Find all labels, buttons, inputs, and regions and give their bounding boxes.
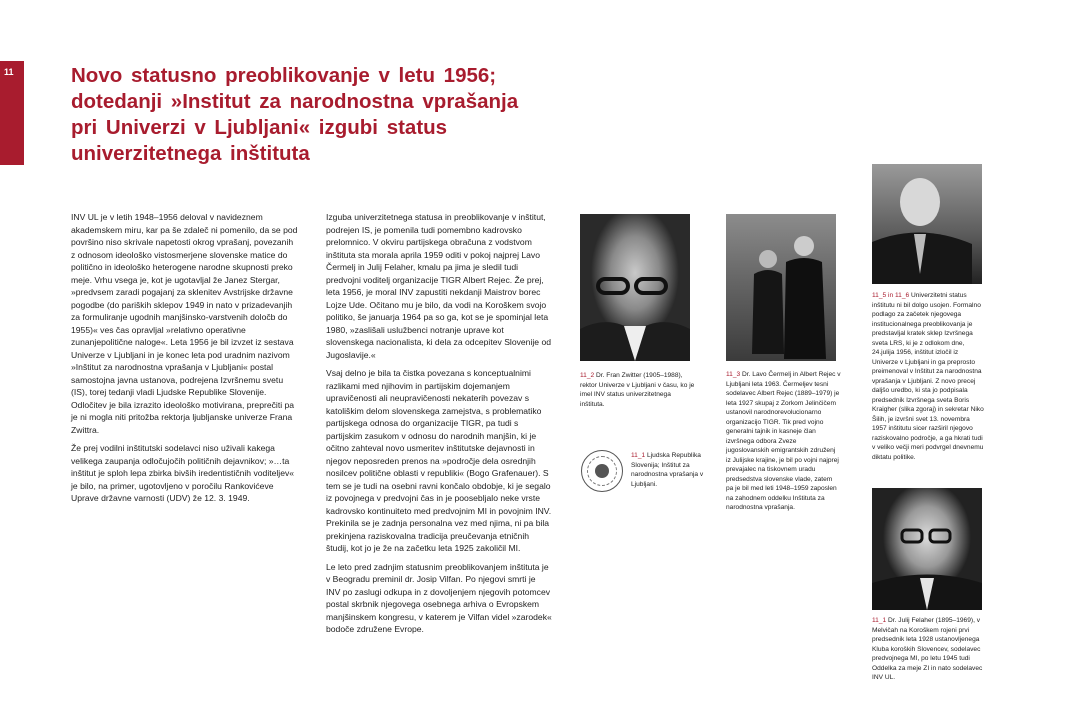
paragraph: INV UL je v letih 1948–1956 deloval v navideznem akademskem miru, kar pa še zdaleč ni pomenilo, da se pod površino niso skrivale napetosti okrog vprašanj, povezanih z odnosom ideološko vistosmerjene slovenske matice do politično in ideološko heterogene narodne skupnosti preko meje. Vrhu vsega je, kot je ugotavljal že Janez Stergar, »predvsem zaradi pogajanj za sklenitev Avstrijske državne pogodbe (do pariških sklepov 1949 in nato v prizadevanjih za formuliranje ugodnih manjšinsko-varstvenih določb do 1955)« ves čas opravljal »relativno operativne zunanjepolitične naloge«. Leta 1956 je bil izvzet iz sestava Univerze v Ljubljani in je konec leta pod uradnim nazivom »Inštitut za narodnostna vprašanja v Ljubljani« postal samostojna javna ustanova, podrejena Izvršnemu svetu (IS), torej tedanji vladi Ljudske Republike Slovenije. Odločitev je bila izrazito ideološko motivirana, preprečiti pa je ni mogla niti pritožba rektorja ljubljanske univerze Frana Zwittra. bbox=[71, 212, 298, 435]
figure-caption: 11_1 Dr. Julij Felaher (1895–1969), v Melvičah na Koroškem rojeni prvi predsednik leta 1928 ustanovljenega Kluba koroških Slovencev, sodelavec predvojnega MI, po letu 1945 tudi Oddelka za meje ZI in nato sodelavec INV UL. bbox=[872, 617, 983, 681]
page-number: 11 bbox=[4, 67, 14, 77]
photo-boris-kraigher bbox=[872, 164, 982, 284]
paragraph: Že prej vodilni inštitutski sodelavci niso uživali kakega velikega zaupanja odločujočih političnih dejavnikov; »…ta inštitut je sploh lepa zbirka bivših iredentističnih voditeljev« je bilo, na primer, ugotovljeno v poročilu Rankovićeve Uprave državne varnosti (UDV) že 12. 3. 1949. bbox=[71, 443, 295, 503]
portrait-silhouette-icon bbox=[580, 214, 690, 361]
caption-id: 11_1 bbox=[631, 452, 646, 459]
photo-cermelj-rejec bbox=[726, 214, 836, 361]
figure-caption: 11_5 in 11_6 Univerzitetni status inštitutu ni bil dolgo usojen. Formalno podlago za začetek njegovega institucionalnega preoblikovanja je predstavljal kratek sklep Izvršnega sveta LRS, ki je z odlokom dne, 24.julija 1956, inštitut izločil iz Univerze v Ljubljani in ga preprosto preimenoval v Inštitut za narodnostna vprašanja v Ljubljani. Z novo precej daljšo uredbo, ki sta jo podpisala predsednik Izvršnega sveta Boris Kraigher (slika zgoraj) in sekretar Niko Šilih, je izvršni svet 13. novembra 1957 inštitutu sicer razširil njegovo raziskovalno področje, a ga hkrati tudi v veliko večji meri podvrgel dnevnemu diktatu politike. bbox=[872, 292, 984, 461]
paragraph: Vsaj delno je bila ta čistka povezana s konceptualnimi razlikami med njihovim in partijskim dojemanjem upravičenosti ali neupravičenosti nekaterih povezav s katoliškim delom slovenskega zamejstva, s problematiko partijskega odnosa do organizacije TIGR, pa tudi s partijskim zasukom v odnosu do narodnih manjšin, ki je očitno zahteval novo usmeritev inštitutske dejavnosti in njegov neposreden prenos na »področje dela osrednjih nosilcev politične oblasti v republiki« (Bogo Grafenauer). S tem se je tudi na osebni ravni končalo obdobje, ki je segalo iz povojnega v predvojni čas in je pooseblјalo neke vrste kadrovsko kontinuiteto med predvojnim MI in povojnim INV. Prekinila se je zadnja personalna vez med njima, ni pa bila prekinjena raziskovalna tradicija preučevanja etničnih študij, kot jo je že na začetku leta 1925 zakoličil MI. bbox=[326, 368, 552, 553]
text-column-1 bbox=[71, 211, 299, 511]
caption-id: 11_1 bbox=[872, 617, 887, 624]
caption-id: 11_5 in 11_6 bbox=[872, 292, 910, 299]
seal-lrs-icon bbox=[581, 450, 623, 492]
portrait-silhouette-icon bbox=[872, 164, 982, 284]
figure-caption: 11_3 Dr. Lavo Čermelj in Albert Rejec v Ljubljani leta 1963. Čermeljev tesni sodelavec Albert Rejec (1889–1979) je leta 1927 skupaj z Zorkom Jelinčičem ustanovil narodnorevolucionarno organizacijo TIGR. Tik pred vojno generalni tajnik in kasneje član izvršnega odbora Zveze jugoslovanskih emigrantskih združenj iz Julijske krajine, je bil po vojni najprej prevajalec na tiskovnem uradu predsedstva slovenske vlade, zatem pa je bil med leti 1948–1959 zaposlen na zahodnem oddelku Inštituta za narodnostna vprašanja. bbox=[726, 371, 841, 511]
portrait-silhouette-icon bbox=[872, 488, 982, 610]
caption-id: 11_3 bbox=[726, 371, 741, 378]
figure-caption: 11_2 Dr. Fran Zwitter (1905–1988), rektor Univerze v Ljubljani v času, ko je imel INV status univerzitetnega inštituta. bbox=[580, 372, 695, 408]
page-title: Novo statusno preoblikovanje v letu 1956; dotedanji »Institut za narodnostna vprašanja pri Univerzi v Ljubljani« izgubi status univerzitetnega inštituta bbox=[71, 64, 519, 165]
portrait-julij-felaher bbox=[872, 488, 982, 610]
caption-id: 11_2 bbox=[580, 372, 595, 379]
paragraph: Izguba univerzitetnega statusa in preoblikovanje v inštitut, podrejen IS, je pomenila tudi pomembno kadrovsko prelomnico. V okviru partijskega obračuna z vodstvom inštituta sta morala aprila 1959 oditi v pokoj najprej Lavo Čermelj in Julij Felaher, kmalu pa jima je sledil tudi predvojni voditelj organizacije TIGR Albert Rejec. Že prej, leta 1956, je moral INV zapustiti nekdanji Maistrov borec Lojze Ude. Očitano mu je bilo, da vodi na Koroškem svojo politiko, še januarja 1964 pa so ga, kot se je spominjal leta 1980, »zaslišali uslužbenci notranje uprave kot slovenskega nacionalista, ki dela za odcepitev Slovenije od Jugoslavije.« bbox=[326, 212, 552, 360]
paragraph: Le leto pred zadnjim statusnim preoblikovanjem inštituta je v Beogradu preminil dr. Josip Vilfan. Po njegovi smrti je INV po zaslugi odkupa in z dovoljenjem njegovih potomcev postal skrbnik njegovega osebnega arhiva o Evropskem manjšinskem kongresu, v katerem je Vilfan videl »zarodek« bodoče združene Evrope. bbox=[326, 561, 552, 634]
two-men-silhouette-icon bbox=[726, 214, 836, 361]
figure-caption: 11_1 Ljudska Republika Slovenija; Inštitut za narodnostna vprašanja v Ljubljani. bbox=[631, 452, 704, 488]
portrait-fran-zwitter bbox=[580, 214, 690, 361]
text-column-2 bbox=[326, 211, 552, 642]
